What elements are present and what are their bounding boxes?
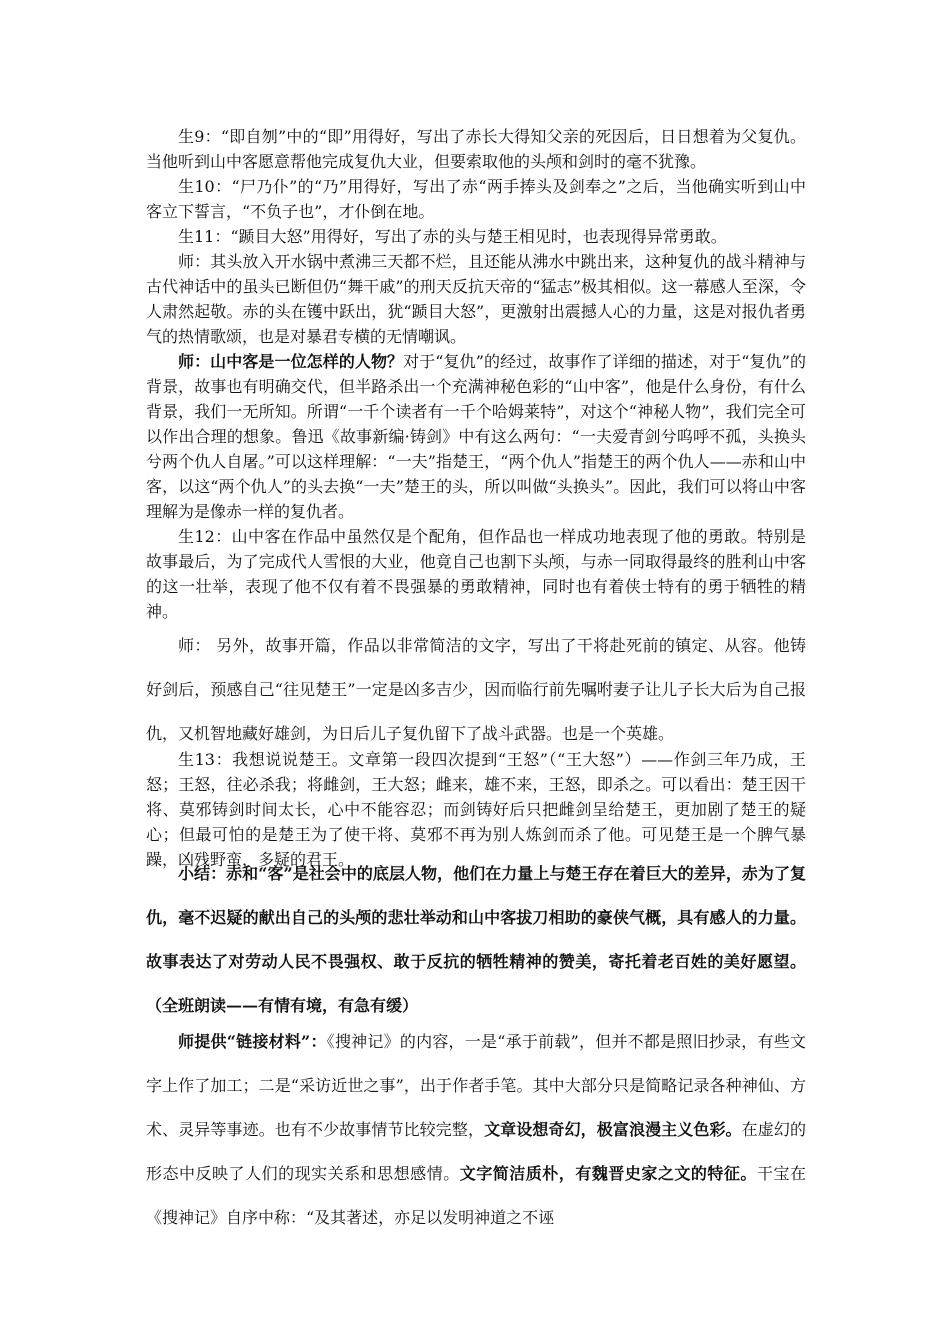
paragraph-teacher-additional: 师： 另外，故事开篇，作品以非常简洁的文字，写出了干将赴死前的镇定、从容。他铸好剑后，预感自己“往见楚王”一定是凶多吉少，因而临行前先嘱咐妻子让儿子长大后为自己报仇，又机智地藏好雄剑，为日后儿子复仇留下了战斗武器。也是一个英雄。 <box>146 636 806 743</box>
paragraph-summary: 小结：赤和“客”是社会中的底层人物，他们在力量上与楚王存在着巨大的差异，赤为了复仇，毫不迟疑的献出自己的头颅的悲壮举动和山中客拔刀相助的豪侠气概，具有感人的力量。故事表达了对劳动人民不畏强权、敢于反抗的牺牲精神的赞美，寄托着老百姓的美好愿望。 （全班朗读——有情有境，有急有缓） <box>146 864 806 1015</box>
link-material-bold-3: 文字简洁质朴，有魏晋史家之文的特征。 <box>459 1164 757 1183</box>
paragraph-teacher-comment: 师：其头放入开水锅中煮沸三天都不烂，且还能从沸水中跳出来，这种复仇的战斗精神与古代神话中的虽头已断但仍“舞干戚”的刑天反抗天帝的“猛志”极其相似。这一幕感人至深，令人肃然起敬。赤的头在镬中跃出，犹“踬目大怒”，更激射出震撼人心的力量，这是对报仇者勇气的热情歌颂，也是对暴君专横的无情嘲讽。 <box>146 252 806 346</box>
link-material-text-1: 《搜神记》的内容，一是“承于前载”，但并不都是照旧抄录，有些文字上作了加工；二是“采访近世之事”，出于作者手笔。其中大部分只是简略记录各种神仙、方术、灵异等事迹。也有不少故事情节比较完整， <box>146 1032 806 1139</box>
link-material-bold-2: 文章设想奇幻，极富浪漫主义色彩。 <box>484 1120 742 1139</box>
paragraph-student-13: 生13：我想说说楚王。文章第一段四次提到“王怒”（“王大怒”）——作剑三年乃成，王怒；王怒，往必杀我；将雌剑，王大怒；雌来，雄不来，王怒，即杀之。可以看出：楚王因干将、莫邪铸剑时间太长，心中不能容忍；而剑铸好后只把雌剑呈给楚王，更加剧了楚王的疑心；但最可怕的是楚王为了使干将、莫邪不再为别人炼剑而杀了他。可见楚王是一个脾气暴躁，凶残野蛮，多疑的君王。 <box>146 750 806 869</box>
link-material-label: 师提供“链接材料”： <box>178 1032 327 1051</box>
paragraph-student-10: 生10：“尸乃仆”的“乃”用得好，写出了赤“两手捧头及剑奉之”之后，当他确实听到山中客立下誓言，“不负子也”，才仆倒在地。 <box>146 177 806 221</box>
link-material-text-2: 在虚幻的形态中反映了人们的现实关系和思想感情。 <box>146 1120 806 1183</box>
paragraph-student-11: 生11：“踬目大怒”用得好，写出了赤的头与楚王相见时，也表现得异常勇敢。 <box>178 227 727 246</box>
paragraph-teacher-question <box>146 349 806 524</box>
teacher-question-bold: 师：山中客是一位怎样的人物？ <box>178 352 404 371</box>
paragraph-link-material <box>146 1020 806 1240</box>
paragraph-student-9: 生9：“即自刎”中的“即”用得好，写出了赤长大得知父亲的死因后，日日想着为父复仇。当他听到山中客愿意帮他完成复仇大业，但要索取他的头颅和剑时的毫不犹豫。 <box>146 127 806 171</box>
link-material-text-3: 干宝在《搜神记》自序中称：“及其著述，亦足以发明神道之不诬 <box>146 1164 806 1227</box>
paragraph-student-12: 生12：山中客在作品中虽然仅是个配角，但作品也一样成功地表现了他的勇敢。特别是故事最后，为了完成代人雪恨的大业，他竟自己也割下头颅，与赤一同取得最终的胜利山中客的这一壮举，表现了他不仅有着不畏强暴的勇敢精神，同时也有着侠士特有的勇于牺牲的精神。 <box>146 527 806 621</box>
teacher-question-text: 对于“复仇”的经过，故事作了详细的描述，对于“复仇”的背景，故事也有明确交代，但半路杀出一个充满神秘色彩的“山中客”，他是什么身份，有什么背景，我们一无所知。所谓“一千个读者有一千个哈姆莱特”，对这个“神秘人物”，我们完全可以作出合理的想象。鲁迅《故事新编·铸剑》中有这么两句：“一夫爱青剑兮呜呼不孤，头换头兮两个仇人自屠。”可以这样理解：“一夫”指楚王，“两个仇人”指楚王的两个仇人——赤和山中客，以这“两个仇人”的头去换“一夫”楚王的头，所以叫做“头换头”。因此，我们可以将山中客理解为是像赤一样的复仇者。 <box>146 352 806 521</box>
